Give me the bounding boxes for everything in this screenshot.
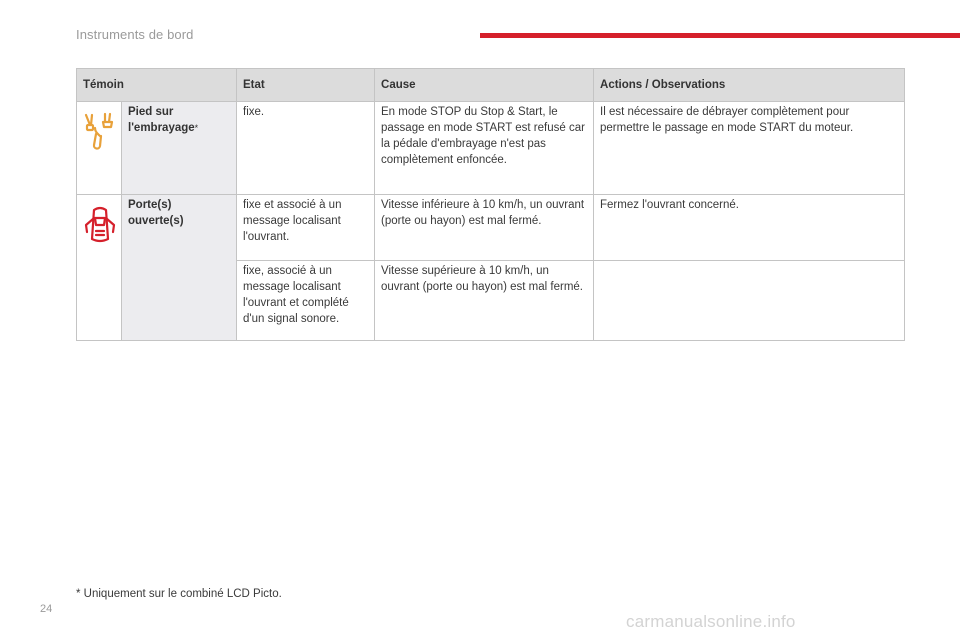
column-header-actions: Actions / Observations <box>594 69 905 102</box>
column-header-cause: Cause <box>375 69 594 102</box>
footnote-marker: * <box>194 123 199 133</box>
section-title: Instruments de bord <box>76 27 194 42</box>
warning-name-cell <box>122 195 237 341</box>
warning-lights-table <box>76 68 905 341</box>
footnote: * Uniquement sur le combiné LCD Picto. <box>76 588 282 600</box>
warning-name: Porte(s) ouverte(s) <box>128 199 184 227</box>
cause-cell: Vitesse inférieure à 10 km/h, un ouvrant (porte ou hayon) est mal fermé. <box>375 195 594 261</box>
table-header-row <box>77 69 905 102</box>
table-row <box>77 102 905 195</box>
action-cell: Fermez l'ouvrant concerné. <box>594 195 905 261</box>
column-header-etat: Etat <box>237 69 375 102</box>
state-cell: fixe. <box>237 102 375 195</box>
warning-name: Pied sur l'embrayage <box>128 106 195 134</box>
warning-name-cell <box>122 102 237 195</box>
door-open-warning-icon <box>83 205 121 245</box>
table-row <box>77 195 905 261</box>
column-header-temoin: Témoin <box>77 69 237 102</box>
action-cell: Il est nécessaire de débrayer complètement pour permettre le passage en mode START du moteur. <box>594 102 905 195</box>
watermark: carmanualsonline.info <box>626 612 796 631</box>
icon-cell <box>77 195 122 341</box>
state-cell: fixe, associé à un message localisant l'ouvrant et complété d'un signal sonore. <box>237 261 375 341</box>
clutch-pedal-warning-icon <box>83 112 121 150</box>
action-cell <box>594 261 905 341</box>
cause-cell: Vitesse supérieure à 10 km/h, un ouvrant (porte ou hayon) est mal fermé. <box>375 261 594 341</box>
header-rule <box>480 33 960 38</box>
icon-cell <box>77 102 122 195</box>
cause-cell: En mode STOP du Stop & Start, le passage en mode START est refusé car la pédale d'embrayage n'est pas complètement enfoncée. <box>375 102 594 195</box>
page-number: 24 <box>40 603 53 615</box>
state-cell: fixe et associé à un message localisant l'ouvrant. <box>237 195 375 261</box>
